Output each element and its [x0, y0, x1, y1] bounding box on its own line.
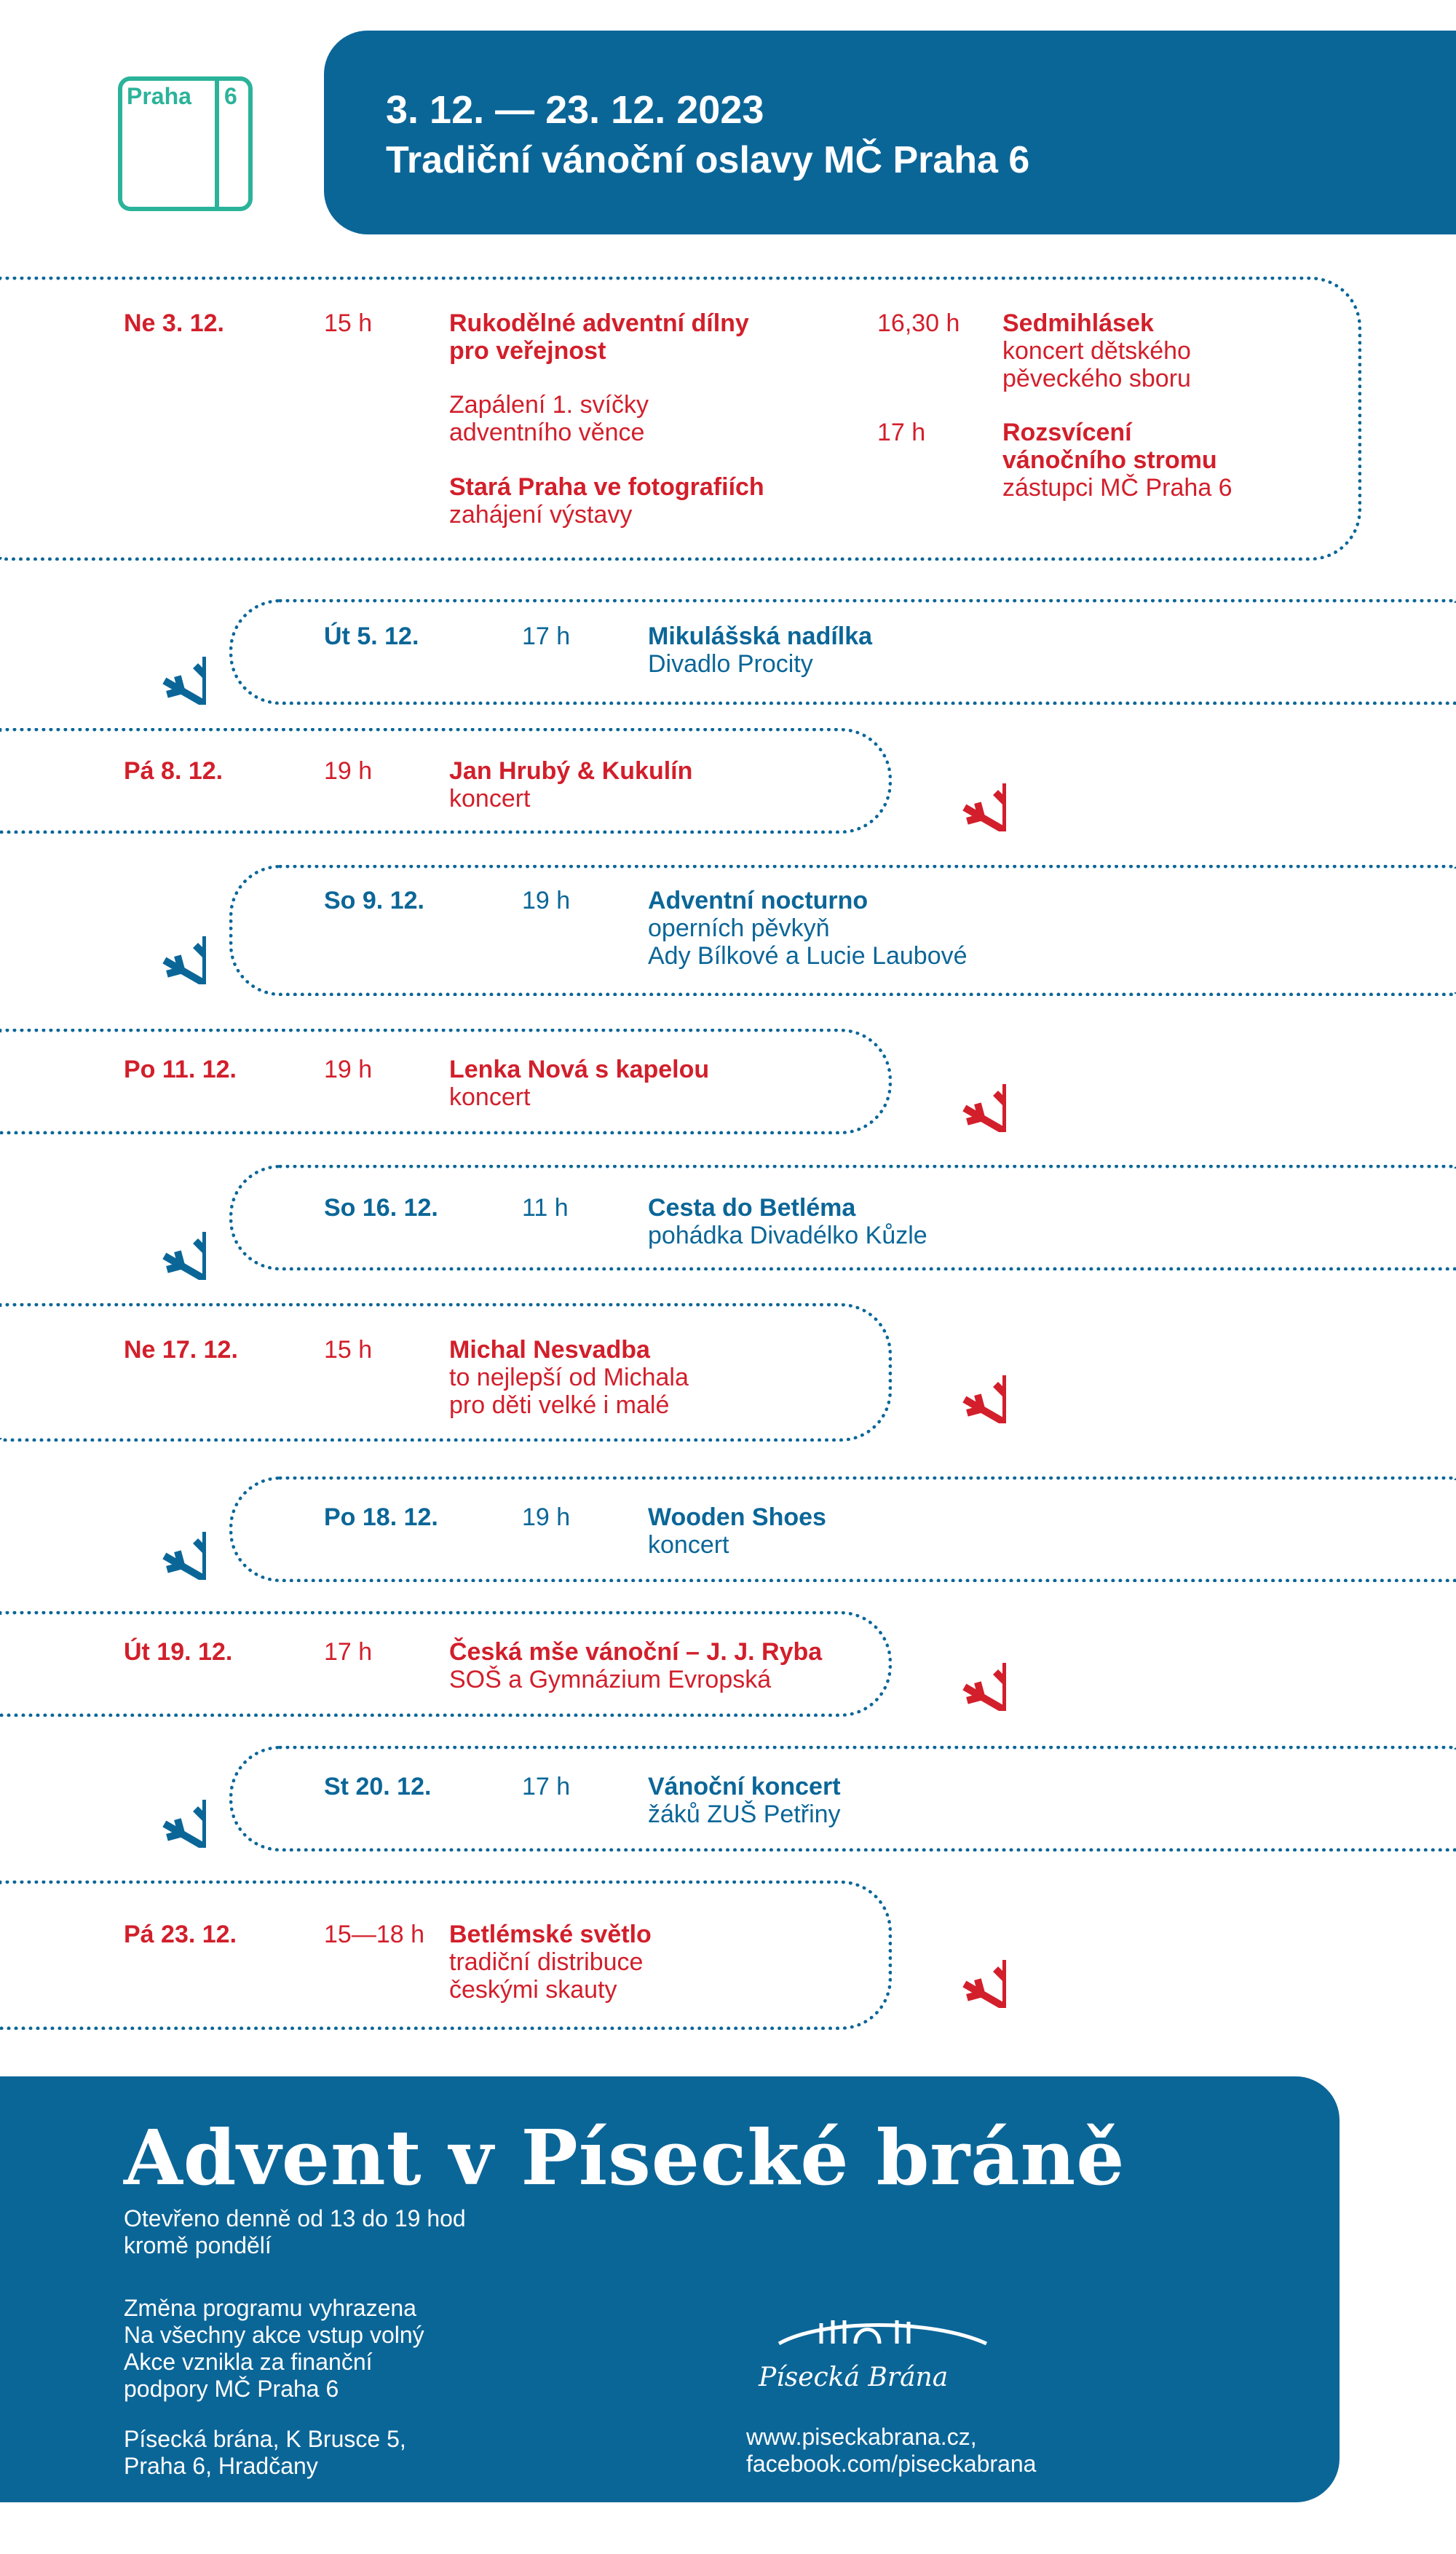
- logo-text: Praha: [127, 83, 191, 109]
- event-subtitle: žáků ZUŠ Petřiny: [648, 1800, 841, 1828]
- event-text: koncert dětského: [1002, 337, 1191, 365]
- event-title: Stará Praha ve fotografiích: [449, 473, 764, 501]
- event-subtitle: operních pěvkyň: [648, 914, 830, 942]
- logo-number: 6: [224, 83, 237, 109]
- event-subtitle: zahájení výstavy: [449, 501, 633, 529]
- snowflake-icon: [904, 1609, 1006, 1711]
- day-label: Út 19. 12.: [124, 1638, 233, 1666]
- event-frame: [0, 1881, 892, 2030]
- time-label: 19 h: [324, 757, 373, 785]
- snowflake-icon: [904, 1321, 1006, 1423]
- time-label: 16,30 h: [877, 309, 960, 337]
- day-label: Pá 23. 12.: [124, 1921, 237, 1948]
- snowflake-icon: [104, 882, 206, 984]
- footer-title: Advent v Písecké bráně: [124, 2113, 1125, 2202]
- event-text: adventního věnce: [449, 419, 645, 446]
- event-subtitle: českými skauty: [449, 1976, 617, 2004]
- time-label: 15—18 h: [324, 1921, 424, 1948]
- day-label: Po 18. 12.: [324, 1503, 438, 1531]
- event-subtitle: SOŠ a Gymnázium Evropská: [449, 1666, 772, 1693]
- event-title: Česká mše vánoční – J. J. Ryba: [449, 1638, 823, 1666]
- event-title: Rukodělné adventní dílny: [449, 309, 749, 337]
- event-title: pro veřejnost: [449, 337, 606, 365]
- time-label: 19 h: [324, 1056, 373, 1083]
- event-text: pěveckého sboru: [1002, 365, 1191, 392]
- day-label: St 20. 12.: [324, 1773, 432, 1800]
- snowflake-icon: [904, 1906, 1006, 2008]
- snowflake-icon: [904, 1030, 1006, 1132]
- event-title: Jan Hrubý & Kukulín: [449, 757, 693, 785]
- day-label: So 9. 12.: [324, 887, 424, 914]
- event-title: Michal Nesvadba: [449, 1336, 650, 1364]
- event-subtitle: koncert: [449, 785, 531, 813]
- snowflake-icon: [104, 603, 206, 705]
- event-title: Rozsvícení: [1002, 419, 1132, 446]
- day-label: So 16. 12.: [324, 1194, 438, 1222]
- event-title: Cesta do Betléma: [648, 1194, 856, 1222]
- event-subtitle: Ady Bílkové a Lucie Laubové: [648, 942, 968, 970]
- event-subtitle: Divadlo Procity: [648, 650, 813, 678]
- event-subtitle: to nejlepší od Michala: [449, 1364, 689, 1391]
- info-text: Akce vznikla za finanční: [124, 2349, 373, 2375]
- address: Písecká brána, K Brusce 5,: [124, 2426, 406, 2452]
- info-text: Změna programu vyhrazena: [124, 2295, 416, 2321]
- event-title: Adventní nocturno: [648, 887, 869, 914]
- info-text: Na všechny akce vstup volný: [124, 2322, 424, 2348]
- header-dates: 3. 12. — 23. 12. 2023: [386, 88, 764, 132]
- header-banner: [324, 31, 1456, 234]
- day-label: Út 5. 12.: [324, 622, 419, 650]
- time-label: 17 h: [522, 622, 571, 650]
- event-subtitle: zástupci MČ Praha 6: [1002, 474, 1233, 502]
- event-title: Wooden Shoes: [648, 1503, 826, 1531]
- event-title: Lenka Nová s kapelou: [449, 1056, 710, 1083]
- footer-panel: [0, 2076, 1340, 2502]
- event-subtitle: tradiční distribuce: [449, 1948, 644, 1976]
- snowflake-icon: [104, 1746, 206, 1848]
- event-title: Mikulášská nadílka: [648, 622, 873, 650]
- time-label: 15 h: [324, 1336, 373, 1364]
- event-subtitle: koncert: [648, 1531, 729, 1559]
- time-label: 17 h: [522, 1773, 571, 1800]
- logo-wordmark: Písecká Brána: [759, 2363, 949, 2392]
- website-link[interactable]: www.piseckabrana.cz,: [746, 2424, 977, 2450]
- address: Praha 6, Hradčany: [124, 2453, 318, 2479]
- day-label: Pá 8. 12.: [124, 757, 223, 785]
- info-text: podpory MČ Praha 6: [124, 2376, 339, 2402]
- day-label: Po 11. 12.: [124, 1056, 237, 1083]
- opening-hours: Otevřeno denně od 13 do 19 hod: [124, 2205, 466, 2231]
- day-label: Ne 17. 12.: [124, 1336, 238, 1364]
- snowflake-icon: [904, 730, 1006, 831]
- event-frame: [229, 599, 1456, 705]
- event-text: Zapálení 1. svíčky: [449, 391, 649, 419]
- event-frame: [0, 1303, 892, 1442]
- snowflake-icon: [104, 1178, 206, 1280]
- header-subtitle: Tradiční vánoční oslavy MČ Praha 6: [386, 139, 1030, 181]
- snowflake-icon: [104, 1478, 206, 1580]
- time-label: 17 h: [324, 1638, 373, 1666]
- event-subtitle: pro děti velké i malé: [449, 1391, 670, 1419]
- event-subtitle: koncert: [449, 1083, 531, 1111]
- event-title: Sedmihlásek: [1002, 309, 1154, 337]
- time-label: 11 h: [522, 1194, 569, 1222]
- day-label: Ne 3. 12.: [124, 309, 224, 337]
- time-label: 19 h: [522, 887, 571, 914]
- event-frame: [229, 865, 1456, 996]
- time-label: 15 h: [324, 309, 373, 337]
- opening-hours-note: kromě pondělí: [124, 2232, 272, 2258]
- facebook-link[interactable]: facebook.com/piseckabrana: [746, 2451, 1037, 2477]
- praha-6-logo: [118, 76, 253, 211]
- time-label: 17 h: [877, 419, 926, 446]
- event-title: vánočního stromu: [1002, 446, 1217, 474]
- event-subtitle: pohádka Divadélko Kůzle: [648, 1222, 927, 1249]
- time-label: 19 h: [522, 1503, 571, 1531]
- event-title: Vánoční koncert: [648, 1773, 841, 1800]
- event-title: Betlémské světlo: [449, 1921, 652, 1948]
- pisecka-brana-logo: [757, 2298, 997, 2397]
